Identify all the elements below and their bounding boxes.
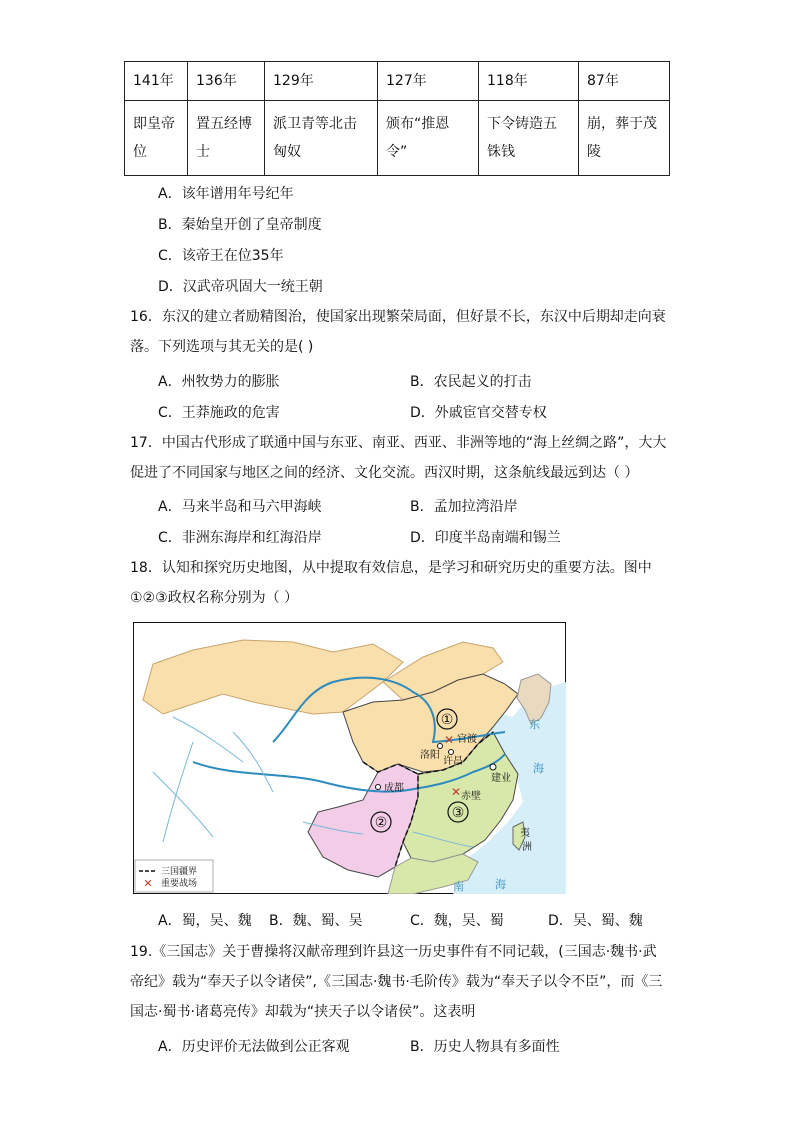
svg-text:洛阳: 洛阳 <box>420 750 440 761</box>
year-cell: 136年 <box>188 62 265 101</box>
map-legend <box>135 860 213 892</box>
year-cell: 127年 <box>378 62 479 101</box>
svg-text:✕: ✕ <box>450 785 462 799</box>
table-row <box>125 62 670 101</box>
year-cell: 129年 <box>265 62 378 101</box>
sea-label: 东 <box>529 718 540 731</box>
q18-stem: 18．认知和探究历史地图，从中提取有效信息，是学习和研究历史的重要方法。图中 ①②③政权名称分别为（ ） <box>130 560 652 606</box>
q17-option-a[interactable]: A．马来半岛和马六甲海峡 <box>158 499 322 515</box>
svg-text:重要战场: 重要战场 <box>161 879 198 889</box>
q17-stem: 17．中国古代形成了联通中国与东亚、南亚、西亚、非洲等地的“海上丝绸之路”，大大 促进了不同国家与地区之间的经济、文化交流。西汉时期，这条航线最远到达（ ） <box>130 435 667 481</box>
svg-text:✕: ✕ <box>143 877 153 890</box>
event-cell: 即皇帝位 <box>125 101 188 176</box>
event-cell: 派卫青等北击匈奴 <box>265 101 378 176</box>
svg-text:③: ③ <box>451 805 465 821</box>
q15-option-c[interactable]: C．该帝王在位35年 <box>158 248 284 264</box>
event-cell: 下令铸造五铢钱 <box>479 101 579 176</box>
city-guandu <box>444 732 477 747</box>
q15-option-d[interactable]: D．汉武帝巩固大一统王朝 <box>158 279 323 295</box>
q16-option-c[interactable]: C．王莽施政的危害 <box>158 405 280 421</box>
q18-option-d[interactable]: D．吴、蜀、魏 <box>548 913 643 929</box>
svg-text:①: ① <box>440 712 454 728</box>
q15-option-b[interactable]: B．秦始皇开创了皇帝制度 <box>158 217 322 233</box>
svg-text:三国疆界: 三国疆界 <box>161 867 198 877</box>
event-cell: 颁布“推恩令” <box>378 101 479 176</box>
svg-text:②: ② <box>374 815 388 831</box>
q16-option-d[interactable]: D．外戚宦官交替专权 <box>410 405 547 421</box>
svg-text:赤壁: 赤壁 <box>461 791 481 802</box>
three-kingdoms-map <box>133 622 566 894</box>
table-row <box>125 101 670 176</box>
year-cell: 87年 <box>579 62 670 101</box>
sea-label: 南 <box>453 880 464 893</box>
q17-option-c[interactable]: C．非洲东海岸和红海沿岸 <box>158 530 322 546</box>
sea-label: 海 <box>495 878 506 891</box>
svg-text:成都: 成都 <box>384 783 404 794</box>
island-label: 夷 <box>520 828 530 839</box>
q19-option-b[interactable]: B．历史人物具有多面性 <box>410 1039 560 1055</box>
year-cell: 118年 <box>479 62 579 101</box>
svg-text:许昌: 许昌 <box>443 756 463 767</box>
q15-option-a[interactable]: A．该年谱用年号纪年 <box>158 186 294 202</box>
q17-option-d[interactable]: D．印度半岛南端和锡兰 <box>410 530 561 546</box>
event-cell: 置五经博士 <box>188 101 265 176</box>
sea-label: 海 <box>533 762 544 775</box>
q18-option-c[interactable]: C．魏，吴、蜀 <box>410 913 504 929</box>
q16-option-a[interactable]: A．州牧势力的膨胀 <box>158 374 280 390</box>
timeline-table <box>124 61 670 176</box>
island-label: 洲 <box>522 842 532 853</box>
q18-option-a[interactable]: A．蜀，吴、魏 <box>158 913 252 929</box>
q16-stem: 16．东汉的建立者励精图治，使国家出现繁荣局面，但好景不长，东汉中后期却走向衰 落。下列选项与其无关的是( ) <box>130 309 666 355</box>
q19-stem: 19.《三国志》关于曹操将汉献帝理到许县这一历史事件有不同记载，(三国志·魏书·武 帝纪》载为“奉天子以令诸侯”,《三国志·魏书·毛阶传》载为“奉天子以令不臣”，而《三 国志·蜀书·诸葛亮传》却载为“挟天子以令诸侯”。这表明 <box>130 944 663 1020</box>
event-cell: 崩，葬于茂陵 <box>579 101 670 176</box>
svg-text:建业: 建业 <box>491 773 511 784</box>
q19-option-a[interactable]: A．历史评价无法做到公正客观 <box>158 1039 350 1055</box>
svg-text:✕: ✕ <box>443 733 455 747</box>
q16-option-b[interactable]: B．农民起义的打击 <box>410 374 532 390</box>
year-cell: 141年 <box>125 62 188 101</box>
svg-text:官渡: 官渡 <box>457 734 477 745</box>
q18-option-b[interactable]: B．魏、蜀、吴 <box>269 913 363 929</box>
q17-option-b[interactable]: B．孟加拉湾沿岸 <box>410 499 518 515</box>
